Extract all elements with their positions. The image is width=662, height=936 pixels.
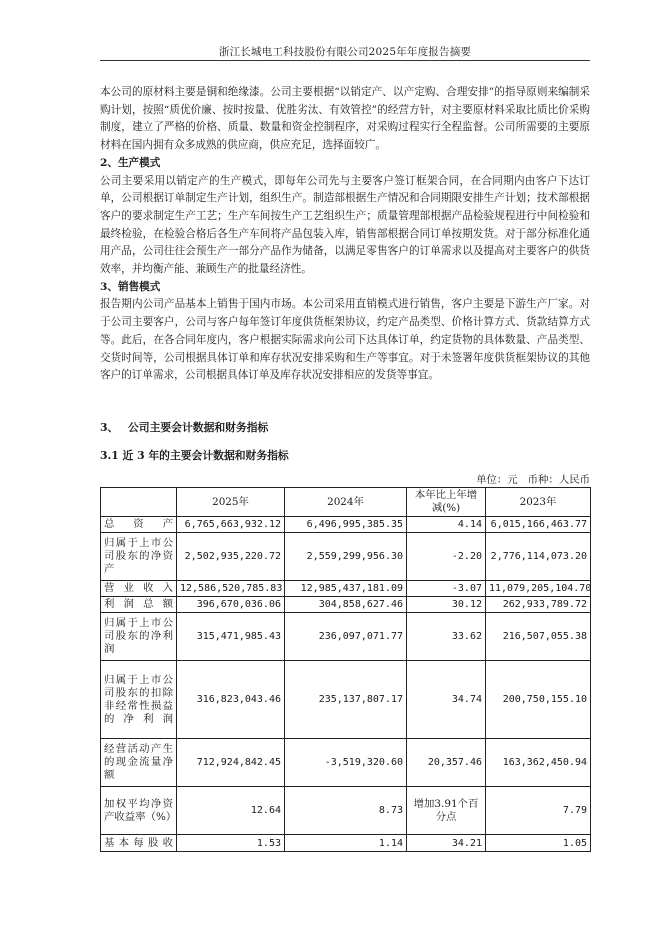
row-label: 归属于上市公司股东的净资产 [101, 533, 177, 581]
value-2023: 1.05 [486, 835, 591, 852]
value-2025: 12,586,520,785.83 [177, 581, 285, 597]
section-3-heading [100, 420, 268, 435]
heading-sales-mode: 3、销售模式 [100, 280, 161, 293]
value-change: 增加3.91个百分点 [407, 787, 486, 835]
value-change: 4.14 [407, 517, 486, 533]
section-3-title: 公司主要会计数据和财务指标 [128, 421, 269, 434]
currency-label: 币种：人民币 [527, 474, 590, 486]
page-header: 浙江长城电工科技股份有限公司2025年年度报告摘要 [218, 46, 472, 58]
value-2023: 7.79 [486, 787, 591, 835]
table-header-cell [101, 488, 177, 517]
table-row [101, 613, 591, 661]
value-2025: 712,924,842.45 [177, 739, 285, 787]
body-content [100, 84, 590, 385]
value-2024: 236,097,071.77 [285, 613, 407, 661]
table-header-cell: 本年比上年增减(%) [407, 488, 486, 517]
row-label: 经营活动产生的现金流量净额 [101, 739, 177, 787]
table-header-cell: 2023年 [486, 488, 591, 517]
table-header-cell: 2024年 [285, 488, 407, 517]
value-2024: 6,496,995,385.35 [285, 517, 407, 533]
paragraph-production-mode: 公司主要采用以销定产的生产模式，即每年公司先与主要客户签订框架合同，在合同期内由客户下达订单，公司根据订单制定生产计划，组织生产。制造部根据生产情况和合同期限安排生产计划；技术部根据客户的要求制定生产工艺；生产车间按生产工艺组织生产；质量管理部根据产品检验规程进行中间检验和最终检验，在检验合格后各生产车间将产品包装入库，销售部根据合同订单按期发货。对于部分标准化通用产品，公司往往会预生产一部分产品作为储备，以满足零售客户的订单需求以及提高对主要客户的供货效率，并均衡产能、兼顾生产的批量经济性。 [100, 174, 590, 276]
table-row [101, 739, 591, 787]
table-row [101, 517, 591, 533]
value-change: 33.62 [407, 613, 486, 661]
value-2024: 2,559,299,956.30 [285, 533, 407, 581]
value-2023: 163,362,450.94 [486, 739, 591, 787]
paragraph-sales-mode: 报告期内公司产品基本上销售于国内市场。本公司采用直销模式进行销售，客户主要是下游生产厂家。对于公司主要客户，公司与客户每年签订年度供货框架协议，约定产品类型、价格计算方式、货款结算方式等。此后，在各合同年度内，客户根据实际需求向公司下达具体订单，约定货物的具体数量、产品类型、交货时间等，公司根据具体订单和库存状况安排采购和生产等事宜。对于未签署年度供货框架协议的其他客户的订单需求，公司根据具体订单及库存状况安排相应的发货等事宜。 [100, 298, 590, 382]
value-2023: 262,933,789.72 [486, 597, 591, 613]
value-2025: 316,823,043.46 [177, 661, 285, 739]
row-label: 利润总额 [101, 597, 177, 613]
value-change: 20,357.46 [407, 739, 486, 787]
value-2024: 1.14 [285, 835, 407, 852]
value-2023: 2,776,114,073.20 [486, 533, 591, 581]
value-change: 34.74 [407, 661, 486, 739]
value-change: -3.07 [407, 581, 486, 597]
value-change: 30.12 [407, 597, 486, 613]
value-2024: 12,985,437,181.09 [285, 581, 407, 597]
value-2024: -3,519,320.60 [285, 739, 407, 787]
heading-production-mode: 2、生产模式 [100, 156, 161, 169]
value-2025: 12.64 [177, 787, 285, 835]
value-2024: 8.73 [285, 787, 407, 835]
table-row [101, 533, 591, 581]
table-row [101, 661, 591, 739]
unit-label: 单位：元 [476, 474, 518, 486]
value-2023: 11,079,205,104.70 [486, 581, 591, 597]
table-row [101, 597, 591, 613]
financial-data-table [100, 487, 591, 852]
table-row [101, 835, 591, 852]
value-2024: 304,858,627.46 [285, 597, 407, 613]
value-2025: 2,502,935,220.72 [177, 533, 285, 581]
value-change: 34.21 [407, 835, 486, 852]
value-2023: 200,750,155.10 [486, 661, 591, 739]
section-3-1-heading: 3.1 近 3 年的主要会计数据和财务指标 [100, 449, 289, 462]
row-label: 归属于上市公司股东的净利润 [101, 613, 177, 661]
table-header-cell: 2025年 [177, 488, 285, 517]
unit-line [466, 471, 590, 486]
value-2024: 235,137,807.17 [285, 661, 407, 739]
value-2025: 315,471,985.43 [177, 613, 285, 661]
paragraph-raw-materials: 本公司的原材料主要是铜和绝缘漆。公司主要根据“以销定产、以产定购、合理安排”的指导原则来编制采购计划，按照“质优价廉、按时按量、优胜劣汰、有效管控”的经营方针，对主要原材料采取比质比价采购制度，建立了严格的价格、质量、数量和资金控制程序，对采购过程实行全程监督。公司所需要的主要原材料在国内拥有众多成熟的供应商，供应充足，选择面较广。 [100, 86, 590, 152]
table-row [101, 787, 591, 835]
row-label: 营业收入 [101, 581, 177, 597]
value-2023: 216,507,055.38 [486, 613, 591, 661]
value-2025: 6,765,663,932.12 [177, 517, 285, 533]
row-label: 基本每股收 [101, 835, 177, 852]
header-divider [100, 60, 590, 61]
section-3-number: 3、 [100, 421, 119, 434]
value-2025: 1.53 [177, 835, 285, 852]
table-header-row [101, 488, 591, 517]
value-change: -2.20 [407, 533, 486, 581]
row-label: 总资产 [101, 517, 177, 533]
table-row [101, 581, 591, 597]
value-2023: 6,015,166,463.77 [486, 517, 591, 533]
row-label: 加权平均净资产收益率（%） [101, 787, 177, 835]
value-2025: 396,670,036.06 [177, 597, 285, 613]
row-label: 归属于上市公司股东的扣除非经常性损益的净利润 [101, 661, 177, 739]
